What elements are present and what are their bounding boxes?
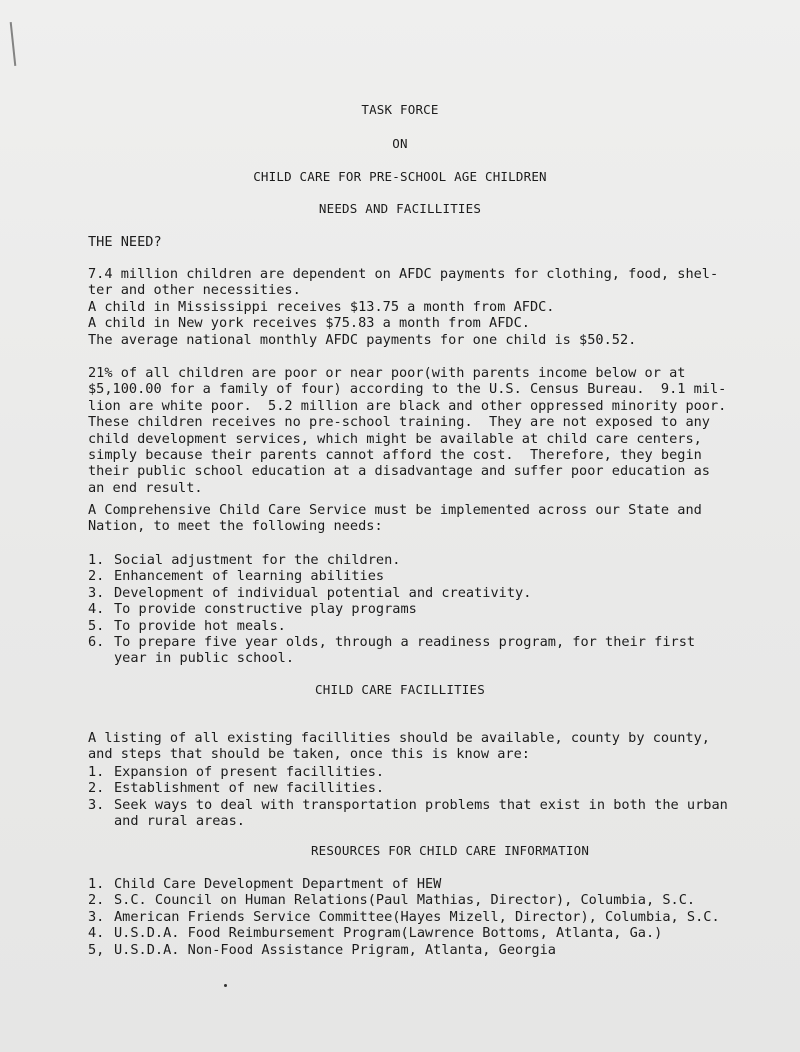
list-item [88, 909, 728, 925]
resources-heading: RESOURCES FOR CHILD CARE INFORMATION [310, 843, 590, 858]
list-item-text: U.S.D.A. Non-Food Assistance Prigram, Atlanta, Georgia [114, 941, 556, 958]
list-item [88, 585, 728, 601]
list-item-text: To prepare five year olds, through a readiness program, for their first year in public school. [114, 634, 696, 667]
needs-list [88, 552, 728, 667]
list-item-text: Expansion of present facillities. [114, 764, 385, 780]
resources-list [88, 876, 728, 958]
list-item-text: Establishment of new facillities. [114, 780, 385, 797]
list-item-number: 2. [88, 568, 105, 585]
list-item-text: Child Care Development Department of HEW [114, 876, 442, 892]
list-item-number: 2. [88, 892, 105, 909]
list-item-number: 4. [88, 925, 105, 942]
list-item [88, 552, 728, 568]
title-needs-facilities: NEEDS AND FACILLITIES [318, 201, 482, 216]
list-item-text: U.S.D.A. Food Reimbursement Program(Lawrence Bottoms, Atlanta, Ga.) [114, 925, 663, 942]
facilities-heading: CHILD CARE FACILLITIES [315, 682, 485, 697]
need-heading: THE NEED? [88, 234, 162, 250]
list-item [88, 601, 728, 617]
list-item-text: Enhancement of learning abilities [114, 568, 385, 585]
list-item [88, 797, 728, 830]
need-paragraph-comprehensive: A Comprehensive Child Care Service must be implemented across our State and Nation, to meet the following needs: [88, 502, 702, 535]
margin-mark [10, 22, 17, 66]
list-item-text: Seek ways to deal with transportation problems that exist in both the urban and rural areas. [114, 796, 728, 830]
list-item-number: 3. [88, 584, 105, 601]
facilities-paragraph: A listing of all existing facillities should be available, county by county, and steps that should be taken, once this is know are: [88, 730, 710, 763]
list-item-number: 3. [88, 908, 105, 925]
list-item-number: 3. [88, 796, 105, 813]
list-item-number: 1. [88, 552, 105, 568]
list-item [88, 892, 728, 908]
list-item [88, 876, 728, 892]
list-item-number: 6. [88, 634, 105, 651]
list-item [88, 925, 728, 941]
list-item-text: To provide constructive play programs [114, 601, 417, 618]
title-child-care: CHILD CARE FOR PRE-SCHOOL AGE CHILDREN [253, 169, 547, 184]
need-paragraph-afdc: 7.4 million children are dependent on AFDC payments for clothing, food, shel- ter and other necessities. A child in Mississippi receives $13.75 a month from AFDC. A child in New york receives $75.83 a month from AFDC. The average national monthly AFDC payments for one child is $50.52. [88, 266, 719, 348]
facilities-list [88, 764, 728, 830]
list-item-number: 2. [88, 780, 105, 797]
list-item-number: 1. [88, 876, 105, 892]
list-item-text: Development of individual potential and creativity. [114, 584, 532, 601]
list-item-number: 5. [88, 617, 105, 634]
list-item-text: To provide hot meals. [114, 617, 286, 634]
list-item-text: S.C. Council on Human Relations(Paul Mathias, Director), Columbia, S.C. [114, 892, 696, 909]
list-item [88, 634, 728, 667]
list-item-text: Social adjustment for the children. [114, 552, 401, 568]
list-item-number: 4. [88, 601, 105, 618]
need-paragraph-poverty: 21% of all children are poor or near poor(with parents income below or at $5,100.00 for a family of four) according to the U.S. Census Bureau. 9.1 mil- lion are white poor. 5.2 million are black and other oppressed minority poor. These children receives no pre-school training. They are not exposed to any child development services, which might be available at child care centers, simply because their parents cannot afford the cost. Therefore, they begin their public school education at a disadvantage and suffer poor education as an end result. [88, 365, 727, 496]
list-item-number: 5, [88, 941, 105, 958]
list-item [88, 780, 728, 796]
list-item-number: 1. [88, 764, 105, 780]
list-item [88, 942, 728, 958]
list-item-text: American Friends Service Committee(Hayes Mizell, Director), Columbia, S.C. [114, 908, 720, 925]
list-item [88, 568, 728, 584]
list-item [88, 618, 728, 634]
title-task-force: TASK FORCE [361, 102, 439, 117]
ink-speck [224, 984, 227, 987]
list-item [88, 764, 728, 780]
title-on: ON [392, 136, 408, 151]
